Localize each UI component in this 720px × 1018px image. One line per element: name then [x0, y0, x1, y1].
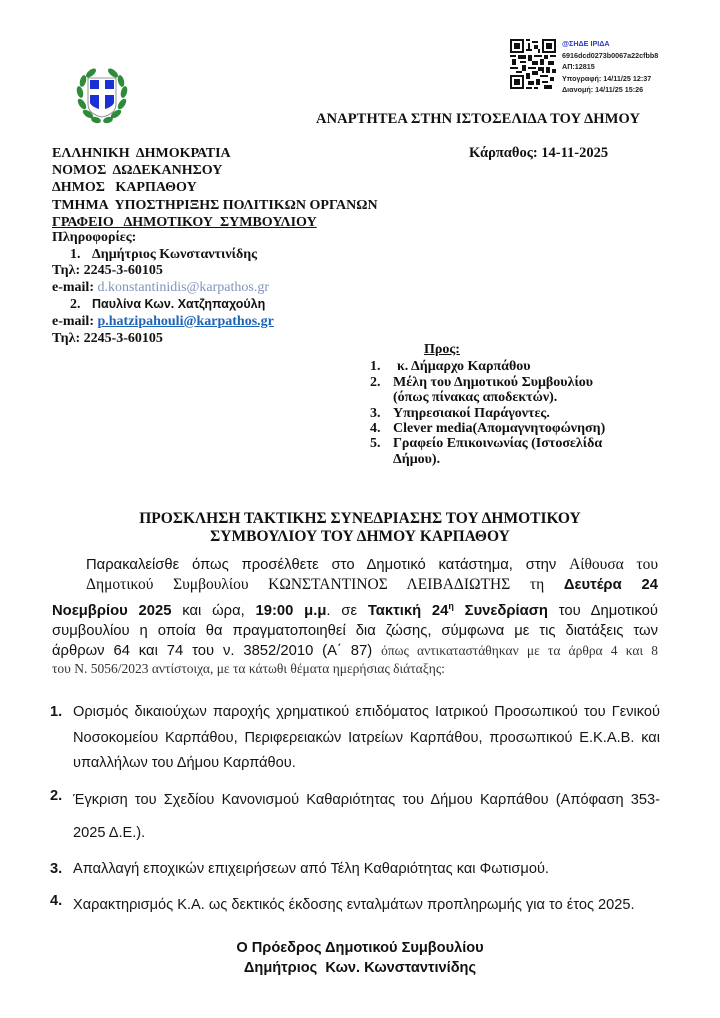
stamp-brand: @ΣΗΔΕ ΙΡΙΔΑ	[562, 39, 610, 48]
phone-value: 2245-3-60105	[83, 330, 163, 346]
recipient-number: 5.	[370, 436, 381, 452]
agenda-number: 4.	[50, 893, 63, 910]
phone-value: 2245-3-60105	[83, 263, 163, 279]
meeting-type	[367, 600, 548, 619]
invitation-title	[70, 510, 650, 546]
contact-number: 2.	[70, 297, 81, 313]
contact-name: Δημήτριος Κωνσταντινίδης	[92, 246, 258, 262]
invitation-title-line: ΣΥΜΒΟΥΛΙΟΥ ΤΟΥ ΔΗΜΟΥ ΚΑΡΠΑΘΟΥ	[210, 528, 510, 545]
invitation-body	[52, 555, 658, 677]
place-date: Κάρπαθος: 14-11-2025	[469, 145, 609, 161]
body-text: του Δημοτικού	[547, 602, 658, 619]
body-line	[52, 596, 658, 621]
recipient-item	[370, 436, 657, 467]
recipient-number: 4.	[370, 421, 381, 437]
recipient-text: Μέλη του Δημοτικού Συμβουλίου (όπως πίνακας αποδεκτών).	[393, 374, 601, 406]
agenda-item	[50, 889, 660, 922]
body-text: συμβουλίου η οποία θα πραγματοποιηθεί δια ζώσης, σύμφωνα με τις διατάξεις των	[52, 622, 658, 639]
contact-2-name-row	[52, 296, 274, 314]
body-text: Δημοτικού Συμβουλίου ΚΩΝΣΤΑΝΤΙΝΟΣ ΛΕΙΒΑΔΙΩΤΗΣ τη	[86, 576, 564, 594]
contact-2-phone-row	[52, 331, 274, 348]
agenda-text: Ορισμός δικαιούχων παροχής χρηματικού επιδόματος Ιατρικού Προσωπικού του Γενικού Νοσοκομείου Καρπάθου, Περιφερειακών Ιατρείων Καρπάθου, προσωπικού Ε.Κ.Α.Β. και υπαλλήλων του Δήμου Καρπάθου.	[73, 704, 660, 772]
contact-number: 1.	[70, 246, 81, 262]
meeting-date: Νοεμβρίου 2025	[52, 602, 172, 619]
body-text: Αίθουσα του	[569, 556, 659, 573]
stamp-distribution-time: Διανομή: 14/11/25 15:26	[562, 85, 644, 95]
contact-1-email-row	[52, 280, 274, 297]
stamp-signature-time: Υπογραφή: 14/11/25 12:37	[562, 73, 652, 83]
body-line	[52, 641, 658, 661]
recipient-number: 2.	[370, 374, 381, 390]
body-text: Συνεδρίαση	[453, 602, 548, 619]
recipient-text: Clever media(Απομαγνητοφώνηση)	[393, 421, 606, 437]
recipient-item	[370, 359, 657, 374]
body-line	[52, 575, 658, 595]
recipient-item	[370, 375, 657, 406]
recipient-text: κ. Δήμαρχο Καρπάθου	[397, 359, 531, 375]
contact-name: Παυλίνα Κων. Χατζηπαχούλη	[92, 297, 266, 312]
signatory-role: Ο Πρόεδρος Δημοτικού Συμβουλίου	[236, 940, 484, 956]
authority-line: ΕΛΛΗΝΙΚΗ ΔΗΜΟΚΡΑΤΙΑ	[52, 146, 231, 161]
agenda-text: Έγκριση του Σχεδίου Κανονισμού Καθαριότητας του Δήμου Καρπάθου (Απόφαση 353-2025 Δ.Ε.).	[73, 791, 660, 841]
agenda-item	[50, 857, 660, 883]
recipient-item	[370, 421, 657, 436]
agenda-number: 3.	[50, 860, 63, 877]
recipient-text: Γραφείο Επικοινωνίας (Ιστοσελίδα Δήμου).	[393, 436, 603, 467]
body-text: όπως αντικαταστάθηκαν με τα άρθρα 4 και 8	[381, 643, 658, 659]
recipient-number: 1.	[370, 359, 381, 375]
publish-notice: ΑΝΑΡΤΗΤΕΑ ΣΤΗΝ ΙΣΤΟΣΕΛΙΔΑ ΤΟΥ ΔΗΜΟΥ	[316, 111, 641, 127]
body-text: άρθρων 64 και 74 του ν. 3852/2010 (Α΄ 87)	[52, 643, 382, 660]
agenda-number: 1.	[50, 704, 63, 720]
contact-info	[52, 230, 274, 347]
recipients-title: Προς:	[424, 342, 460, 357]
stamp-hash: 6916dcd0273b0067a22cfbb8	[562, 50, 659, 60]
recipient-text: Υπηρεσιακοί Παράγοντες.	[393, 405, 550, 421]
body-line	[52, 555, 658, 575]
greek-coat-of-arms-icon	[70, 64, 134, 128]
issuing-authority	[52, 145, 378, 231]
authority-line: ΝΟΜΟΣ ΔΩΔΕΚΑΝΗΣΟΥ	[52, 163, 223, 179]
contact-1-phone-row	[52, 263, 274, 280]
meeting-time: 19:00 μ.μ	[255, 602, 327, 619]
body-text: και ώρα,	[171, 602, 256, 619]
signature-block	[200, 938, 520, 978]
info-label: Πληροφορίες:	[52, 230, 137, 245]
phone-label: Τηλ:	[52, 263, 81, 279]
email-link[interactable]: d.konstantinidis@karpathos.gr	[97, 279, 270, 295]
agenda-item	[50, 700, 660, 777]
email-label: e-mail:	[52, 313, 94, 329]
recipient-item	[370, 406, 657, 421]
authority-line: ΓΡΑΦΕΙΟ ΔΗΜΟΤΙΚΟΥ ΣΥΜΒΟΥΛΙΟΥ	[52, 214, 317, 230]
qr-code-icon	[510, 39, 556, 89]
agenda-item	[50, 784, 660, 850]
phone-label: Τηλ:	[52, 330, 81, 346]
recipients-list	[370, 342, 657, 467]
contact-2-email-row	[52, 314, 274, 331]
body-text: Τακτική 24	[367, 602, 449, 619]
digital-signature-stamp	[562, 38, 658, 96]
email-label: e-mail:	[52, 279, 94, 295]
body-text: του Ν. 5056/2023 αντίστοιχα, με τα κάτωθι θέματα ημερήσιας διάταξης:	[52, 661, 445, 677]
body-line	[52, 621, 658, 641]
signatory-name: Δημήτριος Κων. Κωνσταντινίδης	[243, 960, 477, 976]
authority-line: ΤΜΗΜΑ ΥΠΟΣΤΗΡΙΞΗΣ ΠΟΛΙΤΙΚΩΝ ΟΡΓΑΝΩΝ	[52, 197, 378, 213]
body-text: Παρακαλείσθε όπως προσέλθετε στο Δημοτικό κατάστημα, στην	[86, 557, 570, 573]
agenda-list	[50, 700, 660, 929]
body-text: . σε	[326, 602, 368, 619]
contact-1-name-row	[52, 247, 274, 264]
meeting-day: Δευτέρα 24	[563, 577, 658, 594]
agenda-number: 2.	[50, 787, 63, 804]
agenda-text: Απαλλαγή εποχικών επιχειρήσεων από Τέλη Καθαριότητας και Φωτισμού.	[73, 860, 549, 877]
email-link[interactable]: p.hatzipahouli@karpathos.gr	[97, 313, 274, 329]
recipient-number: 3.	[370, 405, 381, 421]
invitation-title-line: ΠΡΟΣΚΛΗΣΗ ΤΑΚΤΙΚΗΣ ΣΥΝΕΔΡΙΑΣΗΣ ΤΟΥ ΔΗΜΟΤΙΚΟΥ	[139, 510, 581, 527]
authority-line: ΔΗΜΟΣ ΚΑΡΠΑΘΟΥ	[52, 180, 197, 196]
ordinal-suffix: η	[448, 600, 454, 611]
body-line	[52, 661, 658, 677]
stamp-protocol: ΑΠ:12815	[562, 62, 595, 72]
agenda-text: Χαρακτηρισμός Κ.Α. ως δεκτικός έκδοσης ενταλμάτων προπληρωμής για το έτος 2025.	[73, 897, 635, 914]
